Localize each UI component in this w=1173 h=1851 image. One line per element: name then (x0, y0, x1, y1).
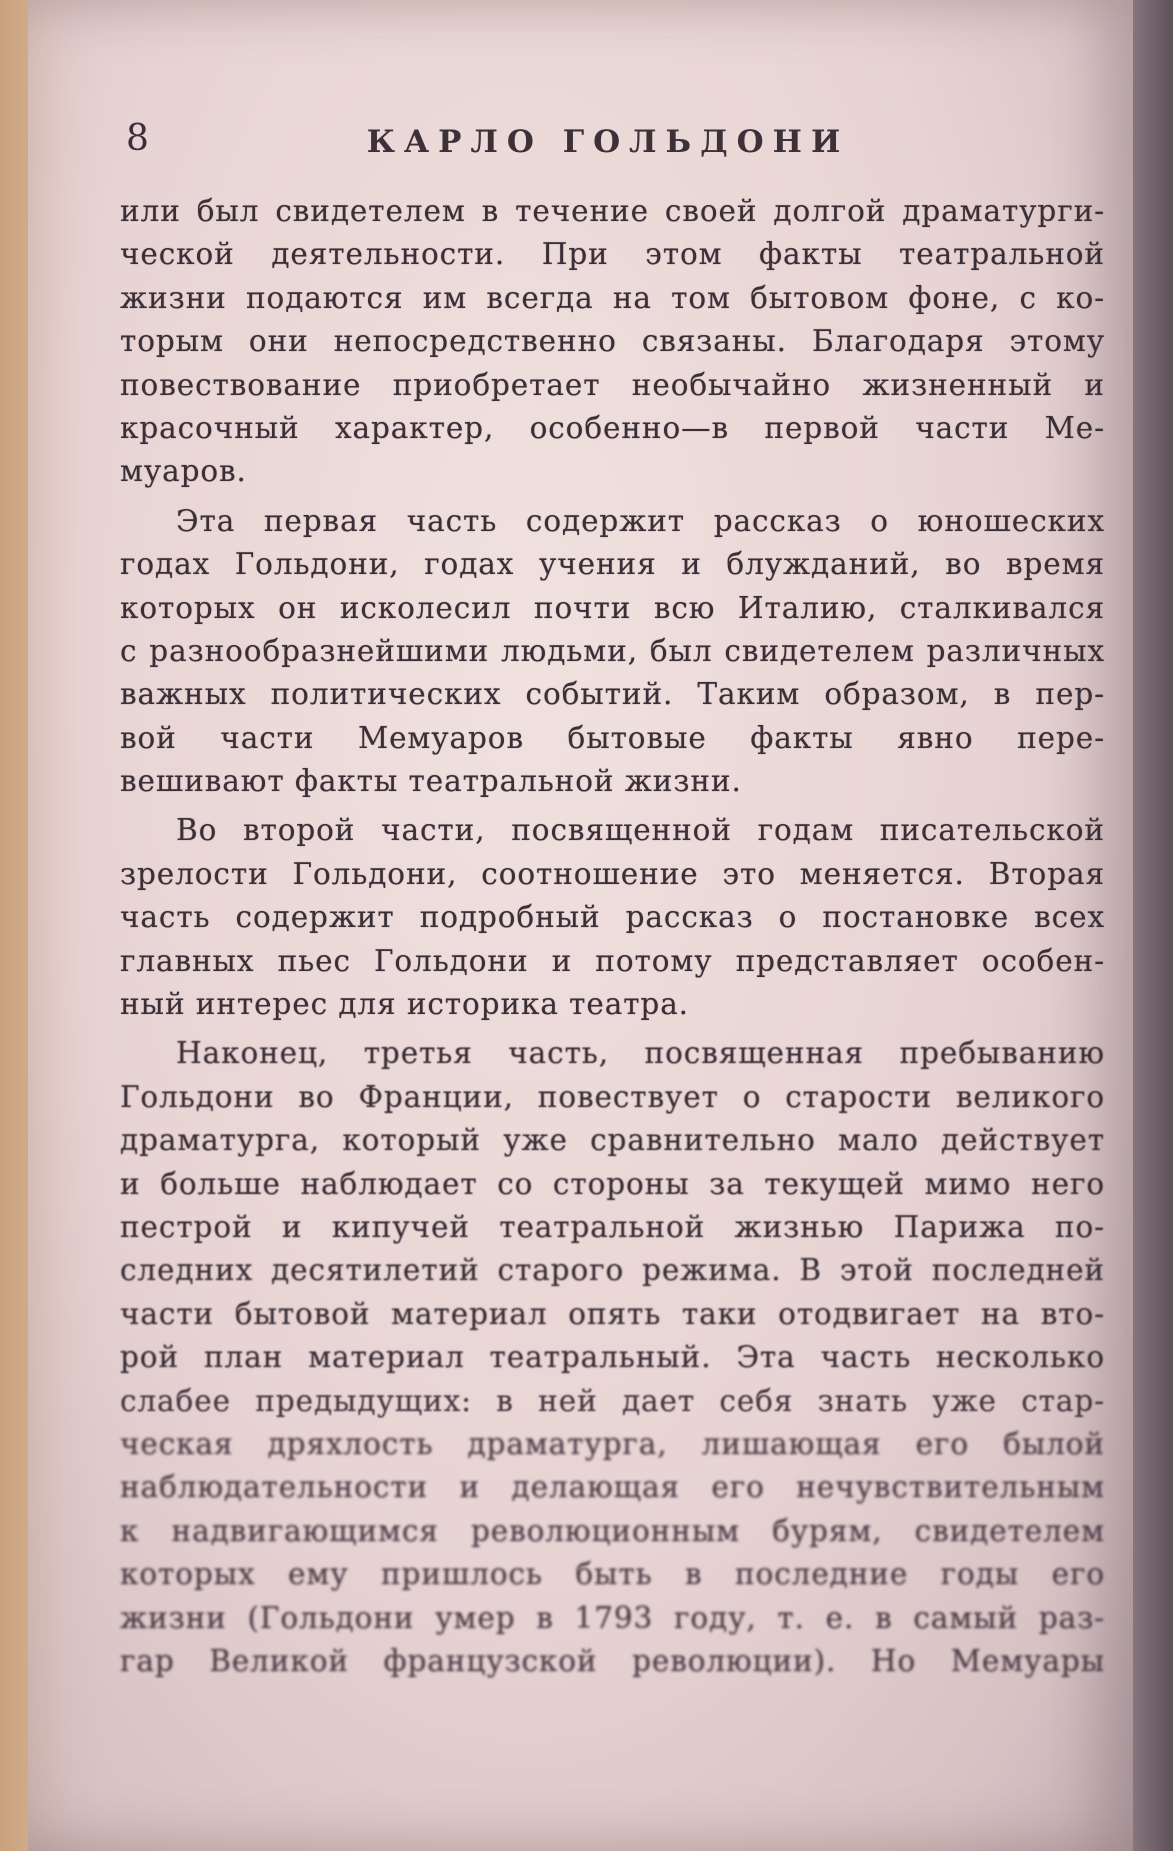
text-line: торым они непосредственно связаны. Благодаря этому (120, 324, 1105, 359)
text-line: ческой деятельности. При этом факты театральной (120, 237, 1105, 272)
text-line: и больше наблюдает со стороны за текущей мимо него (120, 1166, 1105, 1201)
text-line: рой план материал театральный. Эта часть несколько (120, 1340, 1105, 1375)
text-line: гар Великой французской революции). Но Мемуары (120, 1643, 1105, 1678)
text-line: жизни подаются им всегда на том бытовом фоне, с ко- (120, 280, 1105, 315)
text-line: важных политических событий. Таким образом, в пер- (120, 677, 1105, 712)
paragraph (120, 190, 1105, 494)
text-line: слабее предыдущих: в ней дает себя знать уже стар- (120, 1383, 1105, 1418)
body-text (120, 190, 1105, 1683)
paragraph (120, 500, 1105, 804)
text-line: драматурга, который уже сравнительно мало действует (120, 1123, 1105, 1158)
text-line: с разнообразнейшими людьми, был свидетелем различных (120, 633, 1105, 668)
text-line: Наконец, третья часть, посвященная пребыванию (176, 1036, 1105, 1071)
text-line: или был свидетелем в течение своей долгой драматурги- (120, 194, 1105, 228)
text-line: пестрой и кипучей театральной жизнью Парижа по- (120, 1209, 1105, 1244)
text-line: вешивают факты театральной жизни. (120, 764, 742, 799)
text-line: красочный характер, особенно—в первой части Ме- (120, 410, 1105, 445)
book-page (28, 0, 1133, 1851)
text-line: Гольдони во Франции, повествует о старости великого (120, 1079, 1105, 1114)
paragraph (120, 1032, 1105, 1683)
text-line: повествование приобретает необычайно жизненный и (120, 367, 1105, 402)
text-line: часть содержит подробный рассказ о постановке всех (120, 900, 1105, 935)
paragraph (120, 809, 1105, 1026)
text-line: ческая дряхлость драматурга, лишающая его былой (120, 1426, 1105, 1461)
text-line: части бытовой материал опять таки отодвигает на вто- (120, 1296, 1105, 1331)
running-head: КАРЛО ГОЛЬДОНИ (366, 124, 850, 160)
text-line: Во второй части, посвященной годам писательской (176, 813, 1105, 848)
text-line: жизни (Гольдони умер в 1793 году, т. е. в самый раз- (120, 1600, 1105, 1635)
text-line: следних десятилетий старого режима. В этой последней (120, 1253, 1105, 1288)
text-line: к надвигающимся революционным бурям, свидетелем (120, 1513, 1105, 1548)
text-line: ный интерес для историка театра. (120, 987, 689, 1022)
text-line: наблюдательности и делающая его нечувствительным (120, 1470, 1105, 1505)
text-line: Эта первая часть содержит рассказ о юношеских (176, 503, 1105, 538)
text-line: вой части Мемуаров бытовые факты явно пере- (120, 720, 1105, 755)
text-line: муаров. (120, 454, 247, 489)
text-line: главных пьес Гольдони и потому представляет особен- (120, 943, 1105, 978)
text-line: годах Гольдони, годах учения и блужданий, во время (120, 547, 1105, 582)
text-line: которых ему пришлось быть в последние годы его (120, 1557, 1105, 1592)
text-line: зрелости Гольдони, соотношение это меняется. Вторая (120, 856, 1105, 891)
text-line: которых он исколесил почти всю Италию, сталкивался (120, 590, 1105, 625)
page-number: 8 (126, 118, 150, 159)
page-header (28, 118, 1133, 178)
